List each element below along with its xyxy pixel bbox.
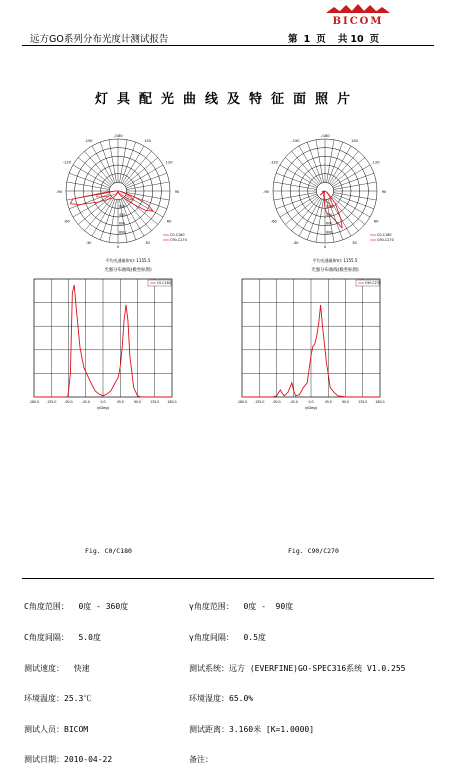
- polar-angle-label: 90: [174, 190, 180, 194]
- x-tick-label: -90.0: [64, 400, 73, 404]
- gamma-angle-step: γ角度间隔： 0.5度: [189, 633, 266, 643]
- figure-caption-left: Fig. C0/C180: [85, 547, 132, 555]
- polar-ring-label: 400: [326, 213, 333, 217]
- polar-angle-label: 150: [351, 138, 358, 143]
- polar-bottom-label: 0: [323, 245, 327, 249]
- polar-ring-label: 600: [119, 221, 126, 226]
- polar-angle-label: -30: [85, 241, 92, 246]
- polar-ring-label: 600: [326, 221, 333, 226]
- footer-right: [189, 582, 406, 776]
- polar-caption-title: 光强分布曲线(极坐标图): [311, 268, 359, 273]
- test-distance: 测试距离：3.160米 [K=1.0000]: [189, 724, 315, 734]
- polar-angle-label: -90: [263, 190, 269, 194]
- x-tick-label: -135.0: [254, 400, 265, 404]
- polar-angle-label: -150: [84, 138, 93, 143]
- polar-top-label: -/180: [320, 134, 330, 138]
- x-tick-label: 0.0: [100, 400, 106, 404]
- figure-caption-right: Fig. C90/C270: [288, 547, 339, 555]
- test-system: 测试系统：远方 (EVERFINE)GO-SPEC316系统 V1.0.255: [189, 663, 406, 673]
- polar-chart-left: [43, 123, 203, 273]
- polar-angle-label: 60: [373, 219, 379, 224]
- test-date: 测试日期：2010-04-22: [24, 755, 113, 765]
- x-tick-label: -180.0: [236, 400, 248, 404]
- x-axis-label: γ(Deg): [96, 406, 110, 410]
- report-title: 远方GO系列分布光度计测试报告: [30, 34, 169, 45]
- x-tick-label: 180.0: [167, 400, 177, 404]
- polar-angle-label: -120: [62, 160, 71, 165]
- tester: 测试人员：BICOM: [24, 724, 89, 734]
- polar-chart-right: [250, 123, 410, 273]
- main-title: 灯具配光曲线及特征面照片: [94, 92, 359, 107]
- polar-angle-label: -60: [270, 219, 277, 224]
- page-indicator: 第 1 页 共 10 页: [288, 34, 380, 45]
- polar-angle-label: 150: [144, 138, 151, 143]
- polar-angle-label: -150: [291, 138, 300, 143]
- legend-label-2: C90-C270: [170, 238, 187, 243]
- x-tick-label: 180.0: [375, 400, 385, 404]
- x-tick-label: 135.0: [150, 400, 160, 404]
- line-chart-c90-c270: [228, 275, 386, 417]
- polar-top-label: -/180: [113, 134, 123, 138]
- x-tick-label: 90.0: [133, 400, 142, 404]
- polar-ring-label: 400: [119, 213, 126, 217]
- x-tick-label: 90.0: [341, 400, 350, 404]
- polar-ring-label: 200: [326, 204, 333, 209]
- polar-ring-label: 200: [119, 204, 126, 209]
- legend-label: C90-C270: [365, 281, 381, 286]
- bicom-logo: [312, 4, 404, 26]
- ambient-temp: 环境温度：25.3℃: [24, 694, 92, 704]
- polar-angle-label: 120: [165, 160, 173, 165]
- legend-label: C0-C180: [157, 281, 171, 286]
- x-tick-label: 135.0: [358, 400, 368, 404]
- line-chart-c0-c180: [20, 275, 178, 417]
- x-tick-label: 0.0: [308, 400, 314, 404]
- polar-bottom-label: 0: [116, 245, 120, 249]
- x-tick-label: -45.0: [81, 400, 90, 404]
- polar-caption-flux: 平均光通量(lm): 1155.5: [312, 258, 358, 263]
- logo-text: BICOM: [332, 16, 384, 26]
- x-tick-label: 45.0: [324, 400, 332, 404]
- x-tick-label: -135.0: [46, 400, 57, 404]
- remarks: 备注：: [189, 755, 213, 765]
- ambient-humidity: 环境湿度：65.0%: [189, 694, 254, 704]
- x-tick-label: -180.0: [28, 400, 40, 404]
- x-axis-label: γ(Deg): [304, 406, 318, 410]
- header-divider: [22, 45, 434, 46]
- x-tick-label: 45.0: [116, 400, 124, 404]
- legend-label-1: C0-C180: [170, 233, 185, 238]
- gamma-angle-range: γ角度范围： 0度 - 90度: [189, 602, 294, 612]
- polar-angle-label: 120: [372, 160, 380, 165]
- legend-label-1: C0-C180: [377, 233, 392, 238]
- polar-angle-label: -120: [269, 160, 278, 165]
- x-tick-label: -90.0: [272, 400, 281, 404]
- polar-angle-label: -90: [56, 190, 62, 194]
- polar-angle-label: 30: [352, 241, 357, 246]
- polar-angle-label: 60: [166, 219, 172, 224]
- footer-divider: [22, 578, 434, 579]
- footer-left: [24, 582, 128, 776]
- legend-label-2: C90-C270: [377, 238, 394, 243]
- polar-angle-label: 90: [381, 190, 387, 194]
- polar-angle-label: 30: [145, 241, 150, 246]
- x-tick-label: -45.0: [289, 400, 298, 404]
- c-angle-step: C角度间隔： 5.0度: [24, 633, 101, 643]
- polar-ring-label: 800: [119, 230, 126, 235]
- c-angle-range: C角度范围： 0度 - 360度: [24, 602, 129, 612]
- polar-angle-label: -60: [63, 219, 70, 224]
- polar-ring-label: 800: [326, 230, 333, 235]
- polar-caption-title: 光强分布曲线(极坐标图): [104, 268, 152, 273]
- polar-caption-flux: 平均光通量(lm): 1155.5: [105, 258, 151, 263]
- test-speed: 测试速度： 快速: [24, 663, 90, 673]
- polar-angle-label: -30: [292, 241, 299, 246]
